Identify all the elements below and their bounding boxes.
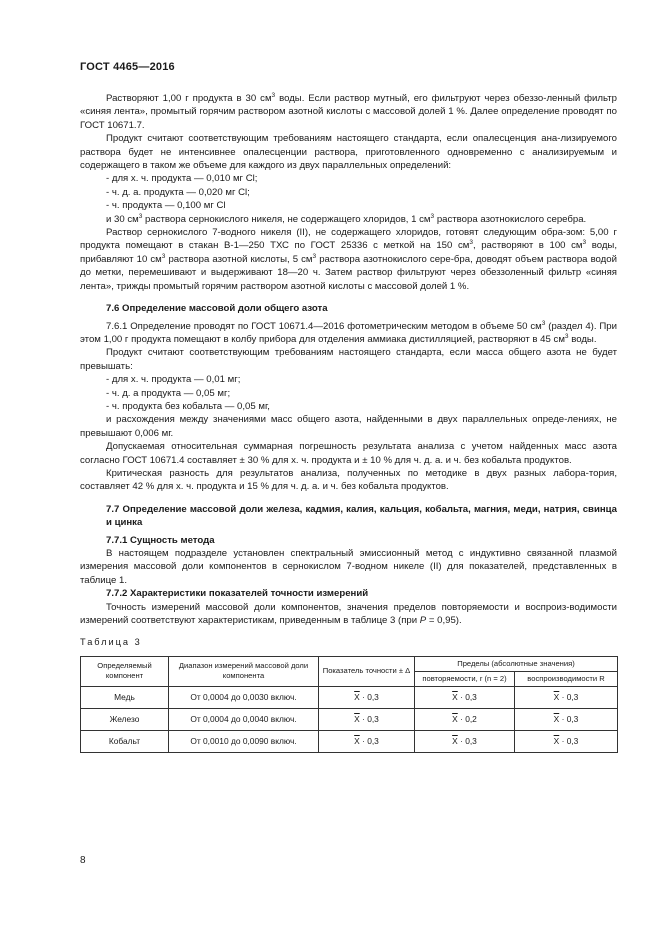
document-body bbox=[80, 92, 617, 753]
list-item: - ч. продукта без кобальта — 0,05 мг, bbox=[106, 400, 270, 412]
column-header-reproducibility: воспроизводимости R bbox=[515, 671, 618, 686]
paragraph: Допускаемая относительная суммарная погрешность результата анализа с учетом найденных масс азота согласно ГОСТ 10671.4 составляет ± 30 % для х. ч. продукта и ± 10 % для ч. д. а. и ч. без кобальта продуктов. bbox=[80, 441, 617, 466]
subsection-heading: 7.7.2 Характеристики показателей точности измерений bbox=[106, 588, 369, 600]
paragraph: Точность измерений массовой доли компонентов, значения пределов повторяемости и воспроиз-водимости измерений соответствуют характеристикам, приведенным в таблице 3 (при P = 0,95). bbox=[80, 601, 617, 627]
table-row: Железо От 0,0004 до 0,0040 включ. $\overline{X} \cdot 0,3$ $\overline{X} \cdot 0,2$ $\overline{X} \cdot 0,3$ bbox=[81, 708, 618, 730]
column-header-component: Определяемый компонент bbox=[81, 656, 169, 686]
paragraph: Продукт считают соответствующим требованиям настоящего стандарта, если опалесценция ана-лизируемого раствора будет не интенсивнее опалесценции раствора, приготовленного одновременно с анализируемым и содержащего в таком же объеме для каждого из двух параллельных определений: bbox=[80, 133, 617, 172]
section-heading: 7.6 Определение массовой доли общего азота bbox=[106, 303, 328, 315]
paragraph: Раствор сернокислого 7-водного никеля (II), не содержащего хлоридов, готовят следующим обра-зом: 5,00 г продукта помещают в стакан В-1—250 ТХС по ГОСТ 25336 с меткой на 150 $см^3$, растворяют в 100 $см^3$ воды, прибавляют 10 $см^3$ раствора азотной кислоты, 5 $см^3$ раствора азотнокислого сере-бра, доводят объем раствора водой до метки, перемешивают и выдерживают 18—20 ч. Затем раствор фильтруют через обеззоленный фильтр «синяя лента», трижды промытый горячим раствором азотной кислоты с массовой долей 1 %. bbox=[80, 227, 617, 292]
table-3 bbox=[80, 656, 618, 753]
list-item: - ч. д. а. продукта — 0,020 мг Cl; bbox=[106, 186, 250, 198]
paragraph: Критическая разность для результатов анализа, полученных по методике в двух разных лабора-тория, составляет 42 % для х. ч. продукта и 15 % для ч. д. а. и ч. без кобальта продуктов. bbox=[80, 467, 617, 493]
paragraph: и расхождения между значениями масс общего азота, найденными в двух параллельных опреде-лениях, не превышают 0,006 мг. bbox=[80, 414, 617, 439]
page-number: 8 bbox=[80, 855, 86, 866]
paragraph: Растворяют 1,00 г продукта в 30 $см^3$ воды. Если раствор мутный, его фильтруют через обеззо-ленный фильтр «синяя лента», промытый горячим раствором азотной кислоты с массовой долей 1 %. Далее определение проводят по ГОСТ 10671.7. bbox=[80, 92, 617, 131]
section-heading: 7.7 Определение массовой доли железа, кадмия, калия, кальция, кобальта, магния, меди, натрия, свинца и цинка bbox=[106, 503, 617, 529]
list-item: - ч. д. а продукта — 0,05 мг; bbox=[106, 387, 231, 399]
paragraph: Продукт считают соответствующим требованиям настоящего стандарта, если масса общего азота не будет превышать: bbox=[80, 347, 617, 372]
column-header-limits: Пределы (абсолютные значения) bbox=[415, 656, 618, 671]
column-header-repeatability: повторяемости, r (n = 2) bbox=[415, 671, 515, 686]
table-row: Кобальт От 0,0010 до 0,0090 включ. $\overline{X} \cdot 0,3$ $\overline{X} \cdot 0,3$ $\overline{X} \cdot 0,3$ bbox=[81, 730, 618, 752]
paragraph: В настоящем подразделе установлен спектральный эмиссионный метод с индуктивно связанной плазмой измерения массовой доли компонентов в сернокислом 7-водном никеле (II) для показателей, представленных в таблице 1. bbox=[80, 548, 617, 586]
list-item: - для х. ч. продукта — 0,01 мг; bbox=[106, 374, 241, 386]
subsection-heading: 7.7.1 Сущность метода bbox=[106, 534, 215, 546]
paragraph: и 30 $см^3$ раствора сернокислого никеля, не содержащего хлоридов, 1 $см^3$ раствора азотнокислого серебра. bbox=[106, 212, 587, 225]
table-caption: Таблица 3 bbox=[80, 637, 142, 648]
table-row: Медь От 0,0004 до 0,0030 включ. $\overline{X} \cdot 0,3$ $\overline{X} \cdot 0,3$ $\overline{X} \cdot 0,3$ bbox=[81, 686, 618, 708]
document-header: ГОСТ 4465—2016 bbox=[80, 61, 175, 73]
column-header-range: Диапазон измерений массовой доли компонента bbox=[169, 656, 319, 686]
paragraph: 7.6.1 Определение проводят по ГОСТ 10671.4—2016 фотометрическим методом в объеме 50 $см^3$ (раздел 4). При этом 1,00 г продукта помещают в колбу прибора для отделения аммиака дистилляцией, растворяют в 45 $см^3$ воды. bbox=[80, 319, 617, 345]
list-item: - для х. ч. продукта — 0,010 мг Cl; bbox=[106, 173, 258, 185]
list-item: - ч. продукта — 0,100 мг Cl bbox=[106, 200, 226, 212]
column-header-accuracy: Показатель точности ± Δ bbox=[319, 656, 415, 686]
